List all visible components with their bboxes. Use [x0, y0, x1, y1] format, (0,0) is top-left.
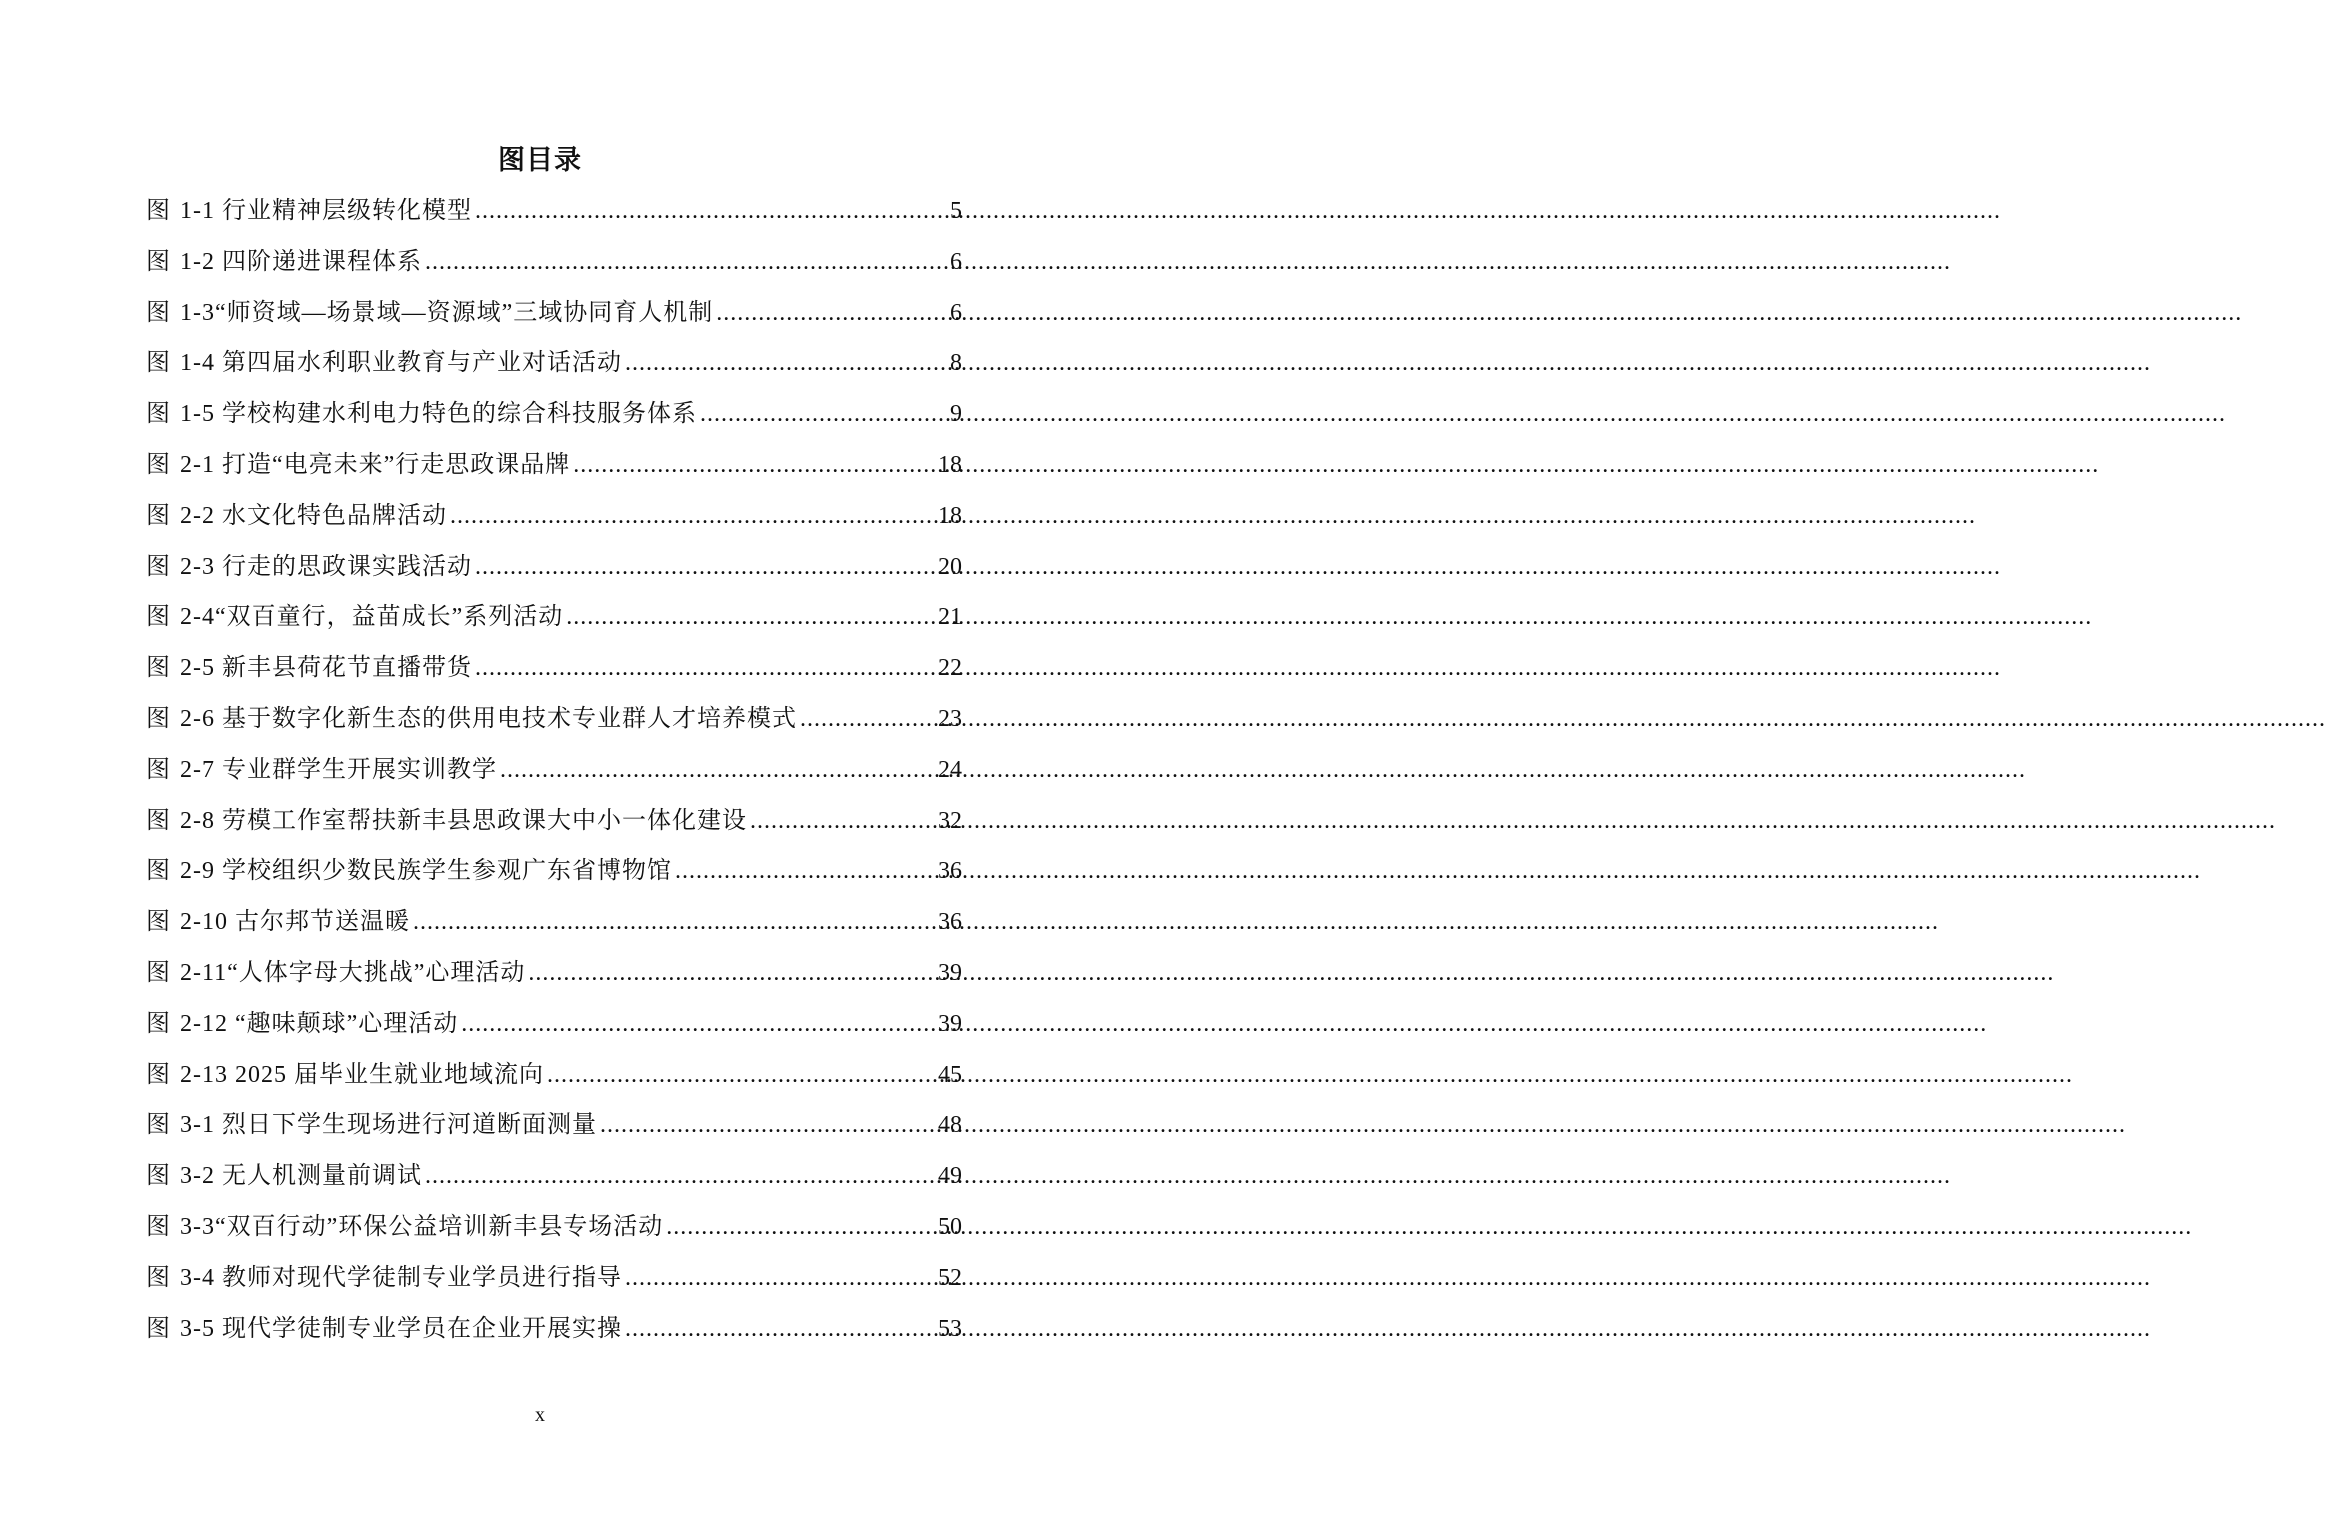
dot-leader: [413, 897, 935, 948]
toc-entry[interactable]: [146, 948, 962, 999]
dot-leader: [716, 288, 947, 339]
dot-leader: [450, 491, 935, 542]
toc-entry-prefix: 图: [146, 1213, 170, 1240]
toc-entry[interactable]: [146, 186, 962, 237]
dot-leader: [666, 1202, 935, 1253]
page-number: x: [535, 1404, 545, 1426]
toc-entry-label: 1-2 四阶递进课程体系: [180, 248, 422, 275]
toc-entry-page: 45: [938, 1061, 962, 1088]
toc-entry-page: 22: [938, 655, 962, 682]
toc-entry[interactable]: [146, 440, 962, 491]
toc-entry[interactable]: [146, 643, 962, 694]
toc-entry-prefix: 图: [146, 655, 170, 682]
toc-entry-prefix: 图: [146, 350, 170, 377]
toc-entry-page: 39: [938, 1010, 962, 1037]
toc-entry-label: 2-1 打造“电亮未来”行走思政课品牌: [180, 451, 571, 478]
toc-entry-prefix: 图: [146, 1163, 170, 1190]
dot-leader: [500, 745, 935, 796]
toc-entry-prefix: 图: [146, 451, 170, 478]
dot-leader: [547, 1050, 935, 1101]
toc-entry-prefix: 图: [146, 248, 170, 275]
toc-entry[interactable]: [146, 999, 962, 1050]
toc-entry-page: 18: [938, 451, 962, 478]
toc-entry-label: 2-4“双百童行，益苗成长”系列活动: [180, 604, 564, 631]
toc-entry-page: 50: [938, 1213, 962, 1240]
toc-entry-label: 3-2 无人机测量前调试: [180, 1163, 422, 1190]
toc-entry-label: 2-13 2025 届毕业生就业地域流向: [180, 1061, 544, 1088]
toc-entry[interactable]: [146, 1050, 962, 1101]
toc-entry-page: 21: [938, 604, 962, 631]
dot-leader: [475, 643, 935, 694]
toc-entry[interactable]: [146, 1151, 962, 1202]
toc-entry-page: 24: [938, 756, 962, 783]
toc-entry[interactable]: [146, 592, 962, 643]
toc-entry[interactable]: [146, 491, 962, 542]
toc-entry-prefix: 图: [146, 756, 170, 783]
toc-entry[interactable]: [146, 389, 962, 440]
toc-entry-label: 1-3“师资域—场景域—资源域”三域协同育人机制: [180, 299, 714, 326]
toc-entry-page: 39: [938, 959, 962, 986]
figure-list: [146, 186, 962, 1354]
dot-leader: [573, 440, 935, 491]
toc-entry-prefix: 图: [146, 858, 170, 885]
dot-leader: [600, 1100, 935, 1151]
dot-leader: [800, 694, 935, 745]
dot-leader: [528, 948, 935, 999]
dot-leader: [425, 1151, 935, 1202]
toc-entry-label: 1-5 学校构建水利电力特色的综合科技服务体系: [180, 401, 697, 428]
toc-entry-label: 1-4 第四届水利职业教育与产业对话活动: [180, 350, 622, 377]
toc-entry-page: 36: [938, 909, 962, 936]
toc-entry-page: 53: [938, 1315, 962, 1342]
toc-entry[interactable]: [146, 897, 962, 948]
toc-entry-label: 2-10 古尔邦节送温暖: [180, 909, 410, 936]
toc-entry-prefix: 图: [146, 807, 170, 834]
toc-entry-label: 2-8 劳模工作室帮扶新丰县思政课大中小一体化建设: [180, 807, 747, 834]
toc-entry-page: 5: [950, 198, 962, 224]
dot-leader: [475, 542, 935, 593]
toc-entry-label: 2-9 学校组织少数民族学生参观广东省博物馆: [180, 858, 672, 885]
toc-entry-page: 36: [938, 858, 962, 885]
toc-entry[interactable]: [146, 237, 962, 288]
toc-entry-prefix: 图: [146, 553, 170, 580]
toc-entry-prefix: 图: [146, 1112, 170, 1139]
toc-entry-label: 2-7 专业群学生开展实训教学: [180, 756, 497, 783]
toc-entry-prefix: 图: [146, 299, 170, 326]
toc-entry-prefix: 图: [146, 198, 170, 224]
toc-entry-prefix: 图: [146, 502, 170, 529]
toc-entry-page: 18: [938, 502, 962, 529]
dot-leader: [566, 592, 935, 643]
toc-entry-page: 48: [938, 1112, 962, 1139]
toc-entry-prefix: 图: [146, 1315, 170, 1342]
toc-entry-prefix: 图: [146, 401, 170, 428]
dot-leader: [625, 338, 947, 389]
toc-entry-label: 2-2 水文化特色品牌活动: [180, 502, 447, 529]
toc-entry[interactable]: [146, 338, 962, 389]
toc-entry-page: 8: [950, 350, 962, 377]
dot-leader: [461, 999, 935, 1050]
toc-entry-label: 2-11“人体字母大挑战”心理活动: [180, 959, 526, 986]
toc-entry-prefix: 图: [146, 705, 170, 732]
toc-entry[interactable]: [146, 745, 962, 796]
toc-entry-label: 2-3 行走的思政课实践活动: [180, 553, 472, 580]
toc-entry-label: 2-5 新丰县荷花节直播带货: [180, 655, 472, 682]
toc-entry[interactable]: [146, 1253, 962, 1304]
toc-entry-prefix: 图: [146, 604, 170, 631]
toc-entry-page: 6: [950, 248, 962, 275]
toc-entry[interactable]: [146, 542, 962, 593]
toc-entry-page: 9: [950, 401, 962, 428]
toc-entry-label: 3-3“双百行动”环保公益培训新丰县专场活动: [180, 1213, 664, 1240]
toc-entry-prefix: 图: [146, 1264, 170, 1291]
toc-entry-prefix: 图: [146, 959, 170, 986]
dot-leader: [625, 1253, 935, 1304]
toc-entry-label: 1-1 行业精神层级转化模型: [180, 198, 472, 224]
dot-leader: [700, 389, 947, 440]
toc-entry-label: 3-4 教师对现代学徒制专业学员进行指导: [180, 1264, 622, 1291]
toc-entry[interactable]: [146, 796, 962, 847]
toc-entry-prefix: 图: [146, 1010, 170, 1037]
toc-entry[interactable]: [146, 1100, 962, 1151]
toc-entry-prefix: 图: [146, 1061, 170, 1088]
dot-leader: [675, 846, 935, 897]
toc-entry-label: 2-6 基于数字化新生态的供用电技术专业群人才培养模式: [180, 705, 797, 732]
toc-entry[interactable]: [146, 694, 962, 745]
toc-entry-page: 6: [950, 299, 962, 326]
toc-entry-label: 2-12 “趣味颠球”心理活动: [180, 1010, 459, 1037]
toc-entry-page: 20: [938, 553, 962, 580]
toc-entry[interactable]: [146, 288, 962, 339]
toc-entry-page: 49: [938, 1163, 962, 1190]
toc-entry[interactable]: [146, 1202, 962, 1253]
toc-entry-label: 3-1 烈日下学生现场进行河道断面测量: [180, 1112, 597, 1139]
toc-entry-page: 23: [938, 705, 962, 732]
toc-entry[interactable]: [146, 846, 962, 897]
toc-entry-page: 32: [938, 807, 962, 834]
toc-entry[interactable]: [146, 1304, 962, 1355]
toc-entry-label: 3-5 现代学徒制专业学员在企业开展实操: [180, 1315, 622, 1342]
dot-leader: [475, 186, 947, 237]
dot-leader: [425, 237, 947, 288]
page-title: 图目录: [498, 145, 582, 175]
dot-leader: [750, 796, 935, 847]
toc-entry-page: 52: [938, 1264, 962, 1291]
toc-entry-prefix: 图: [146, 909, 170, 936]
dot-leader: [625, 1304, 935, 1355]
